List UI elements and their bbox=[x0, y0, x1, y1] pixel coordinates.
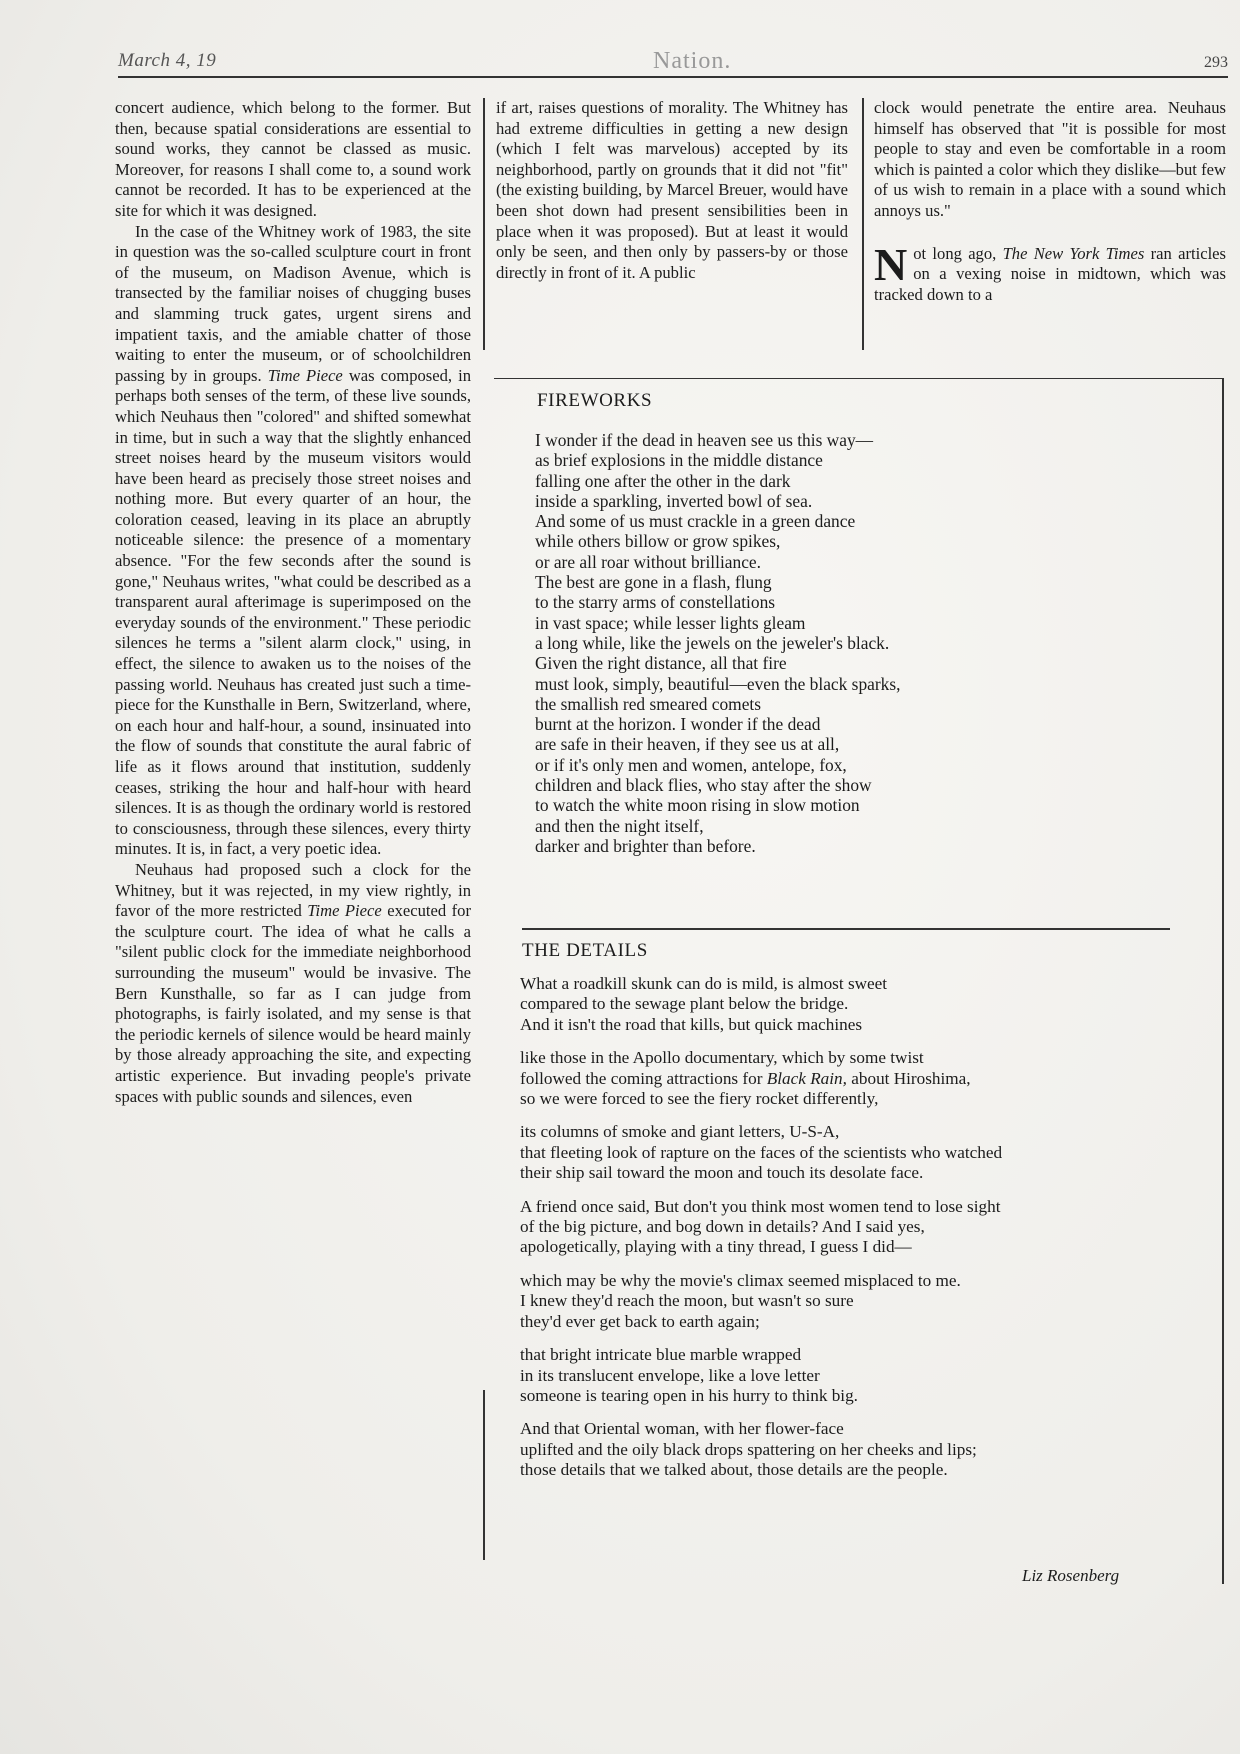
poem-fireworks bbox=[535, 430, 900, 856]
poem-the-details bbox=[520, 974, 1200, 1494]
poem-line: children and black flies, who stay after the show bbox=[535, 775, 872, 796]
text-run: Neuhaus had proposed such a clock for the Whitney, but it was rejected, in my view rightly, in favor of the more restricted bbox=[115, 859, 471, 921]
column-rule bbox=[862, 98, 864, 350]
poem-line: those details that we talked about, those details are the people. bbox=[520, 1460, 948, 1480]
drop-cap: N bbox=[874, 238, 908, 290]
issue-date: March 4, 19 bbox=[118, 50, 217, 71]
text-run: followed the coming attractions for bbox=[520, 1068, 763, 1088]
poem-line: its columns of smoke and giant letters, U-S-A, bbox=[520, 1122, 840, 1142]
publication-title: The New York Times bbox=[1002, 243, 1145, 263]
paragraph bbox=[115, 222, 471, 860]
stanza bbox=[520, 974, 1200, 1035]
poem-line bbox=[520, 1069, 1200, 1089]
poem-line: that fleeting look of rapture on the faces of the scientists who watched bbox=[520, 1142, 1003, 1162]
poem-box-right-rule bbox=[1222, 378, 1224, 1584]
poem-title: FIREWORKS bbox=[537, 390, 653, 411]
stanza bbox=[520, 1197, 1200, 1258]
article-column-2 bbox=[496, 98, 848, 283]
poem-line: I knew they'd reach the moon, but wasn't so sure bbox=[520, 1291, 854, 1311]
poem-line: darker and brighter than before. bbox=[535, 835, 756, 856]
page-number: 293 bbox=[1204, 54, 1228, 71]
poem-line: that bright intricate blue marble wrapped bbox=[520, 1345, 802, 1365]
stanza bbox=[520, 1122, 1200, 1183]
poem-line: And that Oriental woman, with her flower-face bbox=[520, 1419, 844, 1439]
poem-line: their ship sail toward the moon and touch its desolate face. bbox=[520, 1163, 924, 1183]
poem-line: to the starry arms of constellations bbox=[535, 592, 776, 613]
poem-line: as brief explosions in the middle distance bbox=[535, 450, 823, 471]
poem-line: I wonder if the dead in heaven see us this way— bbox=[535, 430, 874, 450]
poem-line: must look, simply, beautiful—even the black sparks, bbox=[535, 673, 901, 694]
masthead: Nation. bbox=[653, 48, 732, 74]
text-run: about Hiroshima, bbox=[851, 1068, 971, 1088]
poem-line: a long while, like the jewels on the jeweler's black. bbox=[535, 632, 890, 653]
paragraph: if art, raises questions of morality. The Whitney has had extreme difficulties in getting a new design (which I felt was marvelous) accepted by its neighborhood, partly on grounds that it did not "fit" (the existing building, by Marcel Breuer, would have been shot down had present sensibilities been in place when it was proposed). But at least it would only be seen, and then only by passers-by or those directly in front of it. A public bbox=[496, 98, 848, 282]
poem-line: What a roadkill skunk can do is mild, is almost sweet bbox=[520, 974, 888, 993]
column-rule bbox=[483, 1390, 485, 1560]
poem-line: Given the right distance, all that fire bbox=[535, 653, 787, 674]
paragraph bbox=[115, 860, 471, 1107]
poem-line: compared to the sewage plant below the bridge. bbox=[520, 994, 849, 1014]
poem-line: burnt at the horizon. I wonder if the dead bbox=[535, 714, 821, 735]
text-run: ot long ago, bbox=[913, 243, 997, 263]
stanza bbox=[520, 1419, 1200, 1480]
paragraph bbox=[874, 238, 1226, 306]
text-run: In the case of the Whitney work of 1983, the site in question was the so-called sculpture court in front of the museum, on Madison Avenue, which is transected by the familiar noises of chugging buses and slamming truck gates, urgent sirens and impatient taxis, and the amiable chatter of those waiting to enter the museum, or of schoolchildren passing by in groups. bbox=[115, 221, 471, 385]
poem-line: which may be why the movie's climax seemed misplaced to me. bbox=[520, 1270, 961, 1290]
poem-line: someone is tearing open in his hurry to think big. bbox=[520, 1385, 858, 1405]
poem-line: And it isn't the road that kills, but quick machines bbox=[520, 1014, 863, 1034]
poem-line: And some of us must crackle in a green dance bbox=[535, 511, 856, 532]
article-column-1 bbox=[115, 98, 471, 1107]
poem-line: and then the night itself, bbox=[535, 815, 704, 836]
header-rule bbox=[118, 76, 1228, 78]
poem-line: A friend once said, But don't you think most women tend to lose sight bbox=[520, 1196, 1001, 1216]
film-title: Black Rain, bbox=[766, 1068, 847, 1088]
column-rule bbox=[483, 98, 485, 350]
poem-line: or are all roar without brilliance. bbox=[535, 551, 761, 572]
text-run: was composed, in perhaps both senses of the term, of these live sounds, which Neuhaus then "colored" and shifted somewhat in time, but in such a way that the slightly enhanced street noises heard by the museum visitors would have been heard as precisely those street noises and nothing more. But every quarter of an hour, the coloration ceased, leaving in its place an abruptly noticeable silence: the presence of a momentary absence. "For the few seconds after the sound is gone," Neuhaus writes, "what could be described as a transparent aural afterimage is superimposed on the everyday sounds of the environment." These periodic silences he terms a "silent alarm clock," using, in effect, the silence to awaken us to the noises of the passing world. Neuhaus has created just such a time-piece for the Kunsthalle in Bern, Switzerland, where, on each hour and half-hour, a sound, insinuated into the flow of sounds that constitute the aural fabric of life as it flows around that institution, suddenly ceases, striking the hour and half-hour with heard silences. It is as though the ordinary world is restored to consciousness, through these silences, every thirty minutes. It is, in fact, a very poetic idea. bbox=[115, 365, 471, 859]
poem-line: uplifted and the oily black drops spattering on her cheeks and lips; bbox=[520, 1439, 977, 1459]
paragraph: concert audience, which belong to the former. But then, because spatial considerations are essential to sound works, they cannot be classed as music. Moreover, for reasons I shall come to, a sound work cannot be recorded. It has to be experienced at the site for which it was designed. bbox=[115, 98, 471, 220]
stanza bbox=[520, 1345, 1200, 1406]
stanza bbox=[520, 1271, 1200, 1332]
poem-line: in its translucent envelope, like a love letter bbox=[520, 1365, 820, 1385]
poem-line: in vast space; while lesser lights gleam bbox=[535, 612, 806, 633]
poem-line: apologetically, playing with a tiny thread, I guess I did— bbox=[520, 1237, 912, 1257]
article-column-3 bbox=[874, 98, 1226, 305]
poet-byline: Liz Rosenberg bbox=[1022, 1566, 1120, 1585]
artwork-title: Time Piece bbox=[267, 365, 343, 385]
poem-title: THE DETAILS bbox=[522, 940, 648, 961]
artwork-title: Time Piece bbox=[307, 901, 382, 921]
poem-line: are safe in their heaven, if they see us at all, bbox=[535, 734, 840, 755]
poem-line: while others billow or grow spikes, bbox=[535, 531, 781, 552]
poem-divider bbox=[522, 928, 1170, 930]
poem-line: The best are gone in a flash, flung bbox=[535, 572, 772, 593]
text-run: executed for the sculpture court. The idea of what he calls a "silent public clock for the immediate neighborhood surrounding the museum" would be invasive. The Bern Kunsthalle, so far as I can judge from photographs, is fairly isolated, and my sense is that the periodic kernels of silence would be heard mainly by those already approaching the site, and expecting artistic experience. But invading people's private spaces with public sounds and silences, even bbox=[115, 901, 471, 1106]
poem-line: they'd ever get back to earth again; bbox=[520, 1311, 760, 1331]
poem-line: the smallish red smeared comets bbox=[535, 693, 762, 714]
poem-line: like those in the Apollo documentary, which by some twist bbox=[520, 1048, 924, 1068]
stanza bbox=[520, 1048, 1200, 1109]
poem-line: falling one after the other in the dark bbox=[535, 470, 791, 491]
paragraph: clock would penetrate the entire area. Neuhaus himself has observed that "it is possible for most people to stay and even be comfortable in a room which is painted a color which they dislike—but few of us wish to remain in a place with a sound which annoys us." bbox=[874, 98, 1226, 220]
poem-line: or if it's only men and women, antelope, fox, bbox=[535, 754, 847, 775]
poem-line: of the big picture, and bog down in details? And I said yes, bbox=[520, 1217, 925, 1237]
poem-line: so we were forced to see the fiery rocket differently, bbox=[520, 1089, 879, 1109]
poem-line: to watch the white moon rising in slow motion bbox=[535, 795, 860, 816]
text-run: ran articles on a vexing noise in midtown, which was tracked down to a bbox=[874, 243, 1226, 304]
poem-line: inside a sparkling, inverted bowl of sea. bbox=[535, 490, 813, 511]
page-header bbox=[118, 48, 1228, 78]
